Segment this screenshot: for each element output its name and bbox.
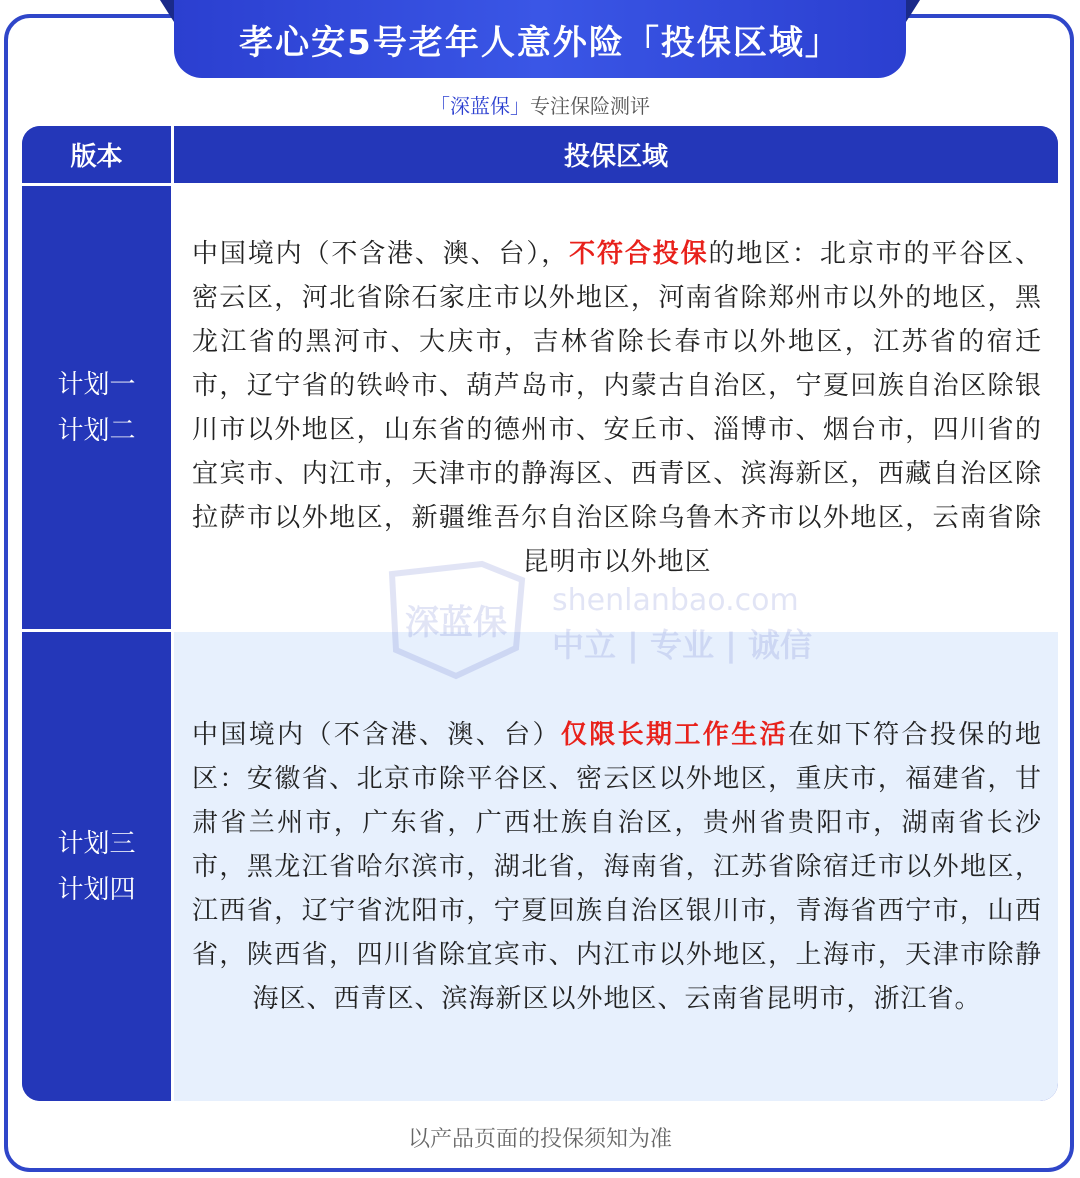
plan-cell-2 — [22, 632, 171, 1101]
column-header-version: 版本 — [22, 126, 171, 183]
plan-label: 计划一 — [57, 369, 136, 400]
title-tab-fold-right — [906, 0, 920, 22]
subtitle — [0, 90, 1080, 119]
region-text-body: 在如下符合投保的地区：安徽省、北京市除平谷区、密云区以外地区，重庆市，福建省，甘肃省兰州市，广东省，广西壮族自治区，贵州省贵阳市，湖南省长沙市，黑龙江省哈尔滨市，湖北省，海南省，江苏省除宿迁市以外地区，江西省，辽宁省沈阳市，宁夏回族自治区银川市，青海省西宁市，山西省，陕西省，四川省除宜宾市、内江市以外地区，上海市，天津市除静海区、西青区、滨海新区以外地区、云南省昆明市，浙江省。 — [192, 719, 1042, 1014]
region-text-prefix: 中国境内（不含港、澳、台） — [192, 719, 561, 750]
title-tab-fold-left — [160, 0, 174, 22]
column-divider — [171, 126, 174, 1101]
region-cell-2 — [174, 632, 1058, 1101]
region-table — [22, 126, 1058, 1101]
region-text — [192, 232, 1042, 584]
region-highlight: 仅限长期工作生活 — [560, 719, 788, 750]
plan-label: 计划二 — [57, 415, 136, 446]
region-text-body: 的地区：北京市的平谷区、密云区，河北省除石家庄市以外地区，河南省除郑州市以外的地区，黑龙江省的黑河市、大庆市，吉林省除长春市以外地区，江苏省的宿迁市，辽宁省的铁岭市、葫芦岛市，内蒙古自治区，宁夏回族自治区除银川市以外地区，山东省的德州市、安丘市、淄博市、烟台市，四川省的宜宾市、内江市，天津市的静海区、西青区、滨海新区，西藏自治区除拉萨市以外地区，新疆维吾尔自治区除乌鲁木齐市以外地区，云南省除昆明市以外地区 — [192, 238, 1042, 577]
region-cell-1 — [174, 186, 1058, 629]
region-text-prefix: 中国境内（不含港、澳、台）， — [192, 238, 570, 269]
footer-note: 以产品页面的投保须知为准 — [407, 1127, 672, 1152]
column-header-region: 投保区域 — [174, 126, 1058, 183]
plan-cell-1 — [22, 186, 171, 629]
plan-label: 计划四 — [57, 874, 136, 905]
subtitle-brand: 「深蓝保」 — [430, 94, 530, 118]
page-title: 孝心安5号老年人意外险「投保区域」 — [174, 0, 906, 78]
subtitle-text: 专注保险测评 — [530, 94, 650, 118]
region-text — [192, 713, 1042, 1021]
plan-label: 计划三 — [57, 828, 136, 859]
region-highlight: 不符合投保 — [569, 238, 709, 269]
